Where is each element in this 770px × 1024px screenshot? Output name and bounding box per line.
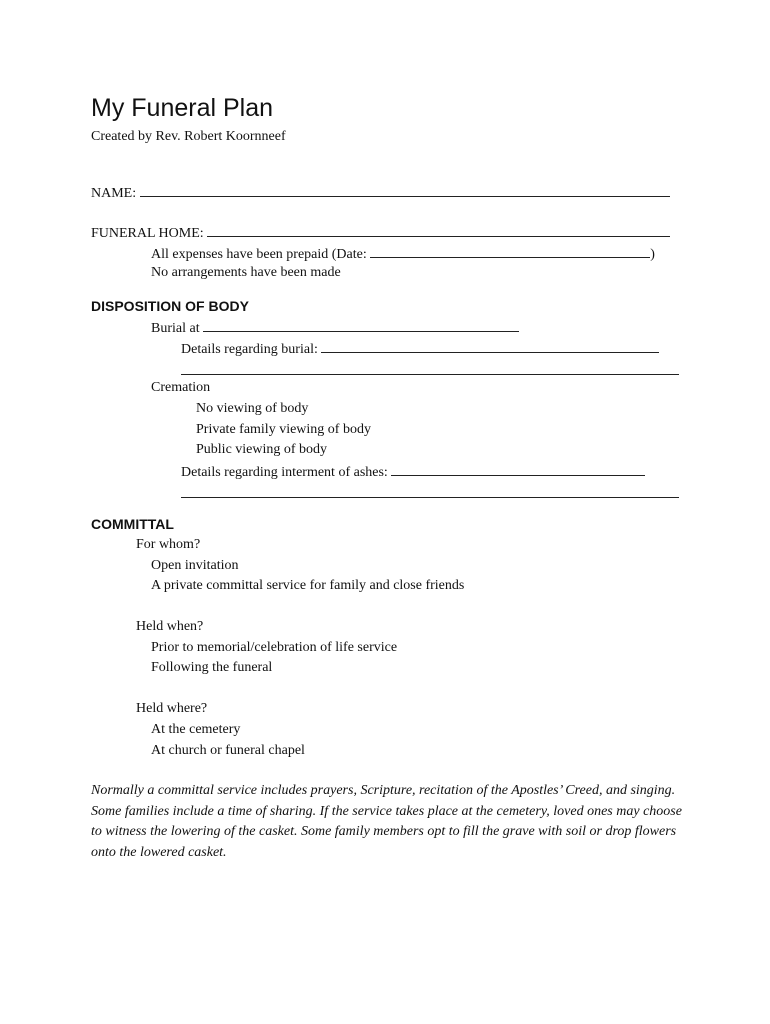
option-at-cemetery: At the cemetery: [151, 722, 241, 737]
cremation-option: Cremation: [151, 380, 211, 395]
burial-location-blank[interactable]: [203, 318, 519, 332]
ashes-details-blank[interactable]: [391, 462, 645, 476]
option-open-invitation: Open invitation: [151, 558, 239, 573]
option-private-committal: A private committal service for family and close friends: [151, 578, 465, 593]
section-heading-disposition: DISPOSITION OF BODY: [91, 298, 249, 314]
option-following-funeral: Following the funeral: [151, 660, 273, 675]
ashes-details-blank-2[interactable]: [181, 497, 679, 498]
burial-details-row: [181, 339, 659, 359]
no-arrangements-option: No arrangements have been made: [151, 265, 341, 280]
cremation-option-private-viewing: Private family viewing of body: [196, 422, 371, 437]
question-held-where: Held where?: [136, 701, 208, 716]
option-at-church: At church or funeral chapel: [151, 743, 305, 758]
prepaid-date-blank[interactable]: [370, 244, 650, 258]
name-blank[interactable]: [140, 183, 670, 197]
cremation-option-no-viewing: No viewing of body: [196, 401, 309, 416]
ashes-details-row: [181, 462, 645, 482]
prepaid-close: ): [650, 247, 655, 262]
question-for-whom: For whom?: [136, 537, 201, 552]
page-title: My Funeral Plan: [91, 94, 274, 122]
committal-note-paragraph: Normally a committal service includes prayers, Scripture, recitation of the Apostles’ Creed, and singing. Some families include a time of sharing. If the service takes place at the cemetery, loved ones may choose to witness the lowering of the casket. Some family members opt to fill the grave with soil or drop flowers onto the lowered casket.: [91, 783, 682, 860]
page-subtitle: Created by Rev. Robert Koornneef: [91, 129, 286, 144]
name-row: [91, 183, 670, 203]
burial-row: [151, 318, 519, 338]
funeral-home-label: FUNERAL HOME:: [91, 226, 204, 241]
burial-details-label: Details regarding burial:: [181, 342, 318, 357]
burial-label: Burial at: [151, 321, 200, 336]
burial-details-blank[interactable]: [321, 339, 659, 353]
question-held-when: Held when?: [136, 619, 204, 634]
ashes-details-label: Details regarding interment of ashes:: [181, 465, 388, 480]
name-label: NAME:: [91, 186, 137, 201]
cremation-option-public-viewing: Public viewing of body: [196, 442, 328, 457]
prepaid-row: [151, 244, 655, 264]
burial-details-blank-2[interactable]: [181, 374, 679, 375]
funeral-home-blank[interactable]: [207, 223, 670, 237]
funeral-home-row: [91, 223, 670, 243]
section-heading-committal: COMMITTAL: [91, 516, 174, 532]
option-prior-to-memorial: Prior to memorial/celebration of life service: [151, 640, 398, 655]
prepaid-label: All expenses have been prepaid (Date:: [151, 247, 367, 262]
